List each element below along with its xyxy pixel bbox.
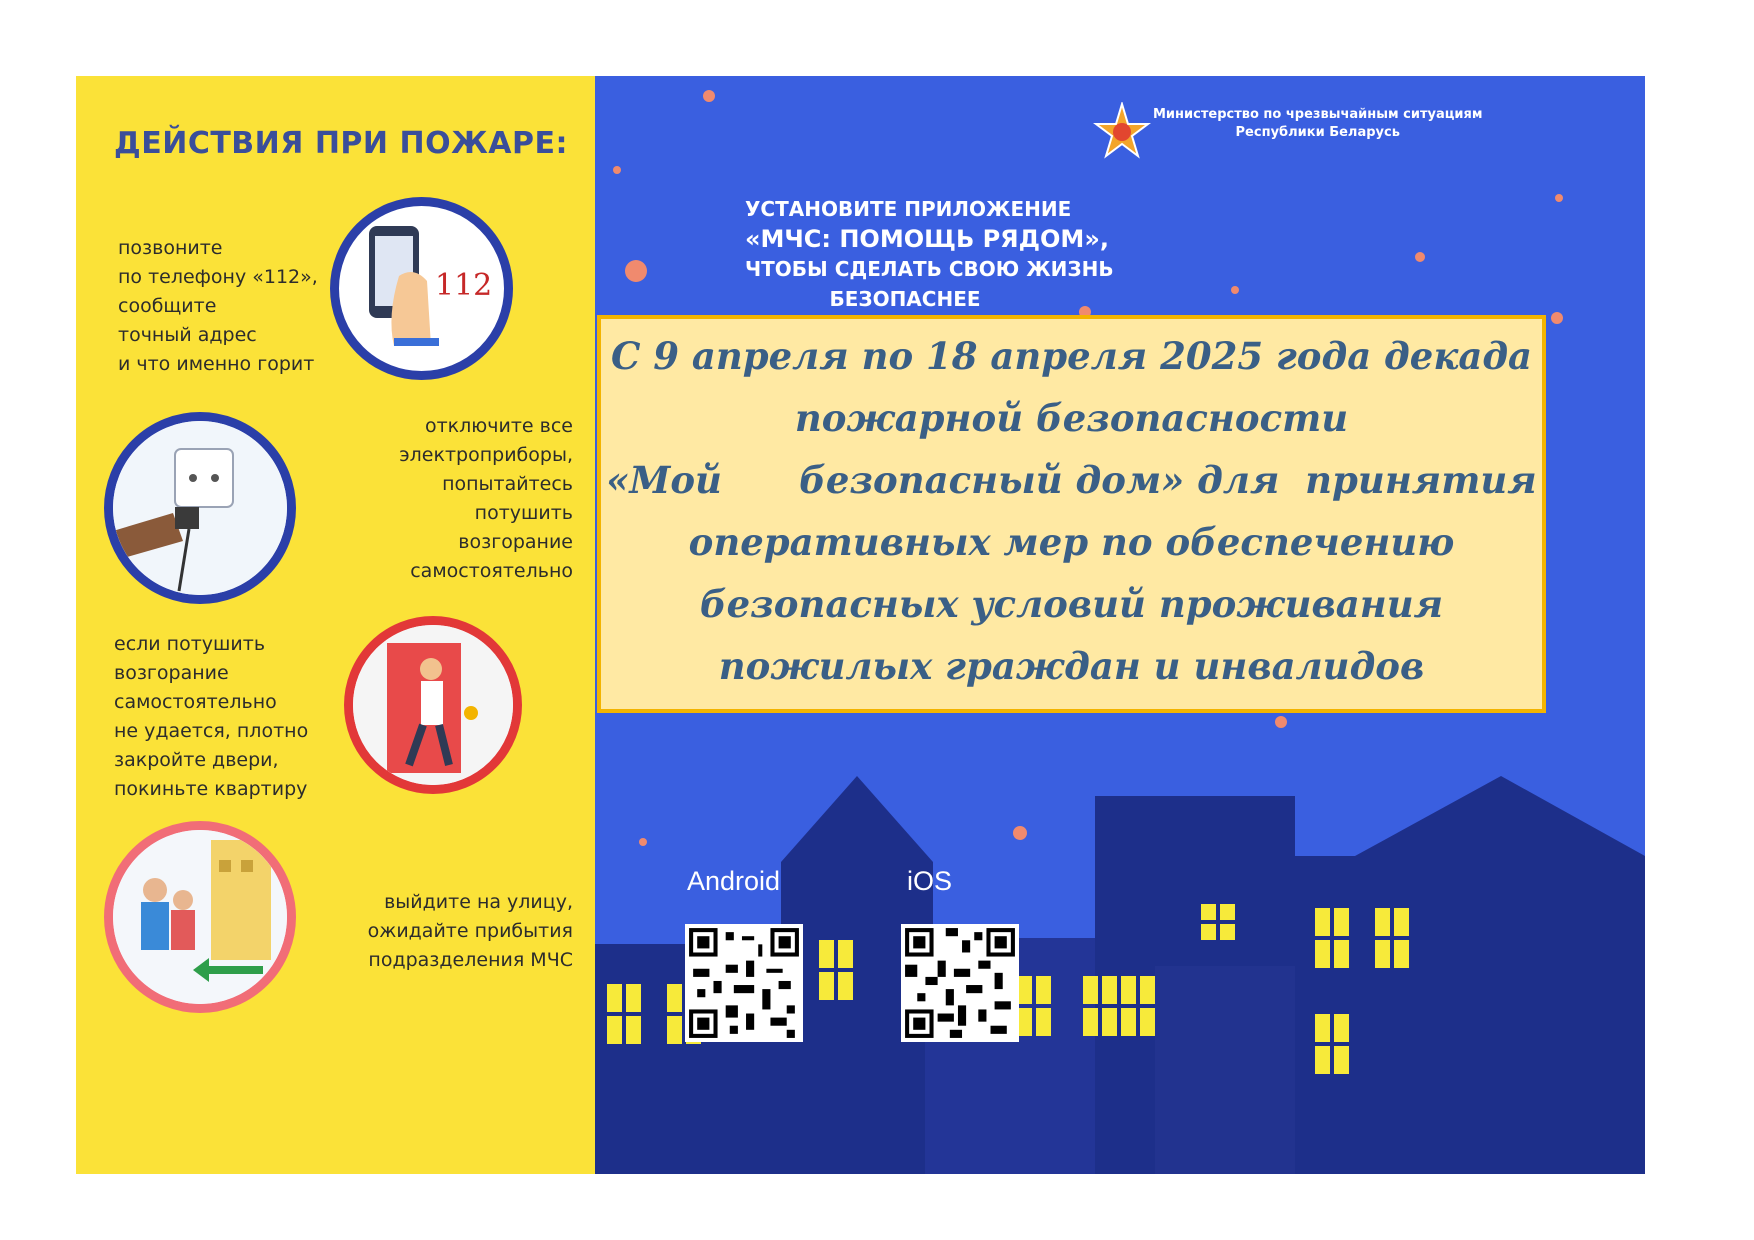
ios-qr-code[interactable] bbox=[901, 924, 1019, 1042]
step-go-outside-text: выйдите на улицу, ожидайте прибытия подразделения МЧС bbox=[367, 891, 573, 971]
step-unplug-text: отключите все электроприборы, попытайтесь потушить возгорание самостоятельно bbox=[399, 415, 573, 582]
step-call-112-text: позвоните по телефону «112», сообщите точный адрес и что именно горит bbox=[118, 237, 318, 375]
ios-label: iOS bbox=[907, 866, 953, 896]
door-exit-icon bbox=[353, 625, 513, 785]
qr-code-icon bbox=[901, 924, 1019, 1042]
phone-call-illustration bbox=[330, 197, 513, 380]
socket-illustration bbox=[104, 412, 296, 604]
fire-safety-decade-notice: С 9 апреля по 18 апреля 2025 года декада пожарной безопасности «Мой безопасный дом» для принятия оперативных мер по обеспечению безопасных условий проживания пожилых граждан и инвалидов bbox=[597, 315, 1546, 713]
step-close-doors-text: если потушить возгорание самостоятельно не удается, плотно закройте двери, покиньте квартиру bbox=[114, 633, 309, 800]
app-promo-text: УСТАНОВИТЕ ПРИЛОЖЕНИЕ «МЧС: ПОМОЩЬ РЯДОМ», ЧТОБЫ СДЕЛАТЬ СВОЮ ЖИЗНЬ БЕЗОПАСНЕЕ bbox=[745, 197, 1114, 311]
power-socket-icon bbox=[113, 421, 287, 595]
leaving-apartment-illustration bbox=[344, 616, 522, 794]
ministry-name: Министерство по чрезвычайным ситуациям Республики Беларусь bbox=[1153, 107, 1483, 140]
fire-actions-panel bbox=[76, 76, 595, 1174]
people-exit-icon bbox=[113, 830, 287, 1004]
evacuation-illustration bbox=[104, 821, 296, 1013]
phone-number-112: 112 bbox=[435, 268, 493, 303]
fire-actions-title: ДЕЙСТВИЯ ПРИ ПОЖАРЕ: bbox=[114, 126, 568, 161]
android-label: Android bbox=[687, 866, 781, 896]
qr-code-icon bbox=[685, 924, 803, 1042]
android-qr-code[interactable] bbox=[685, 924, 803, 1042]
